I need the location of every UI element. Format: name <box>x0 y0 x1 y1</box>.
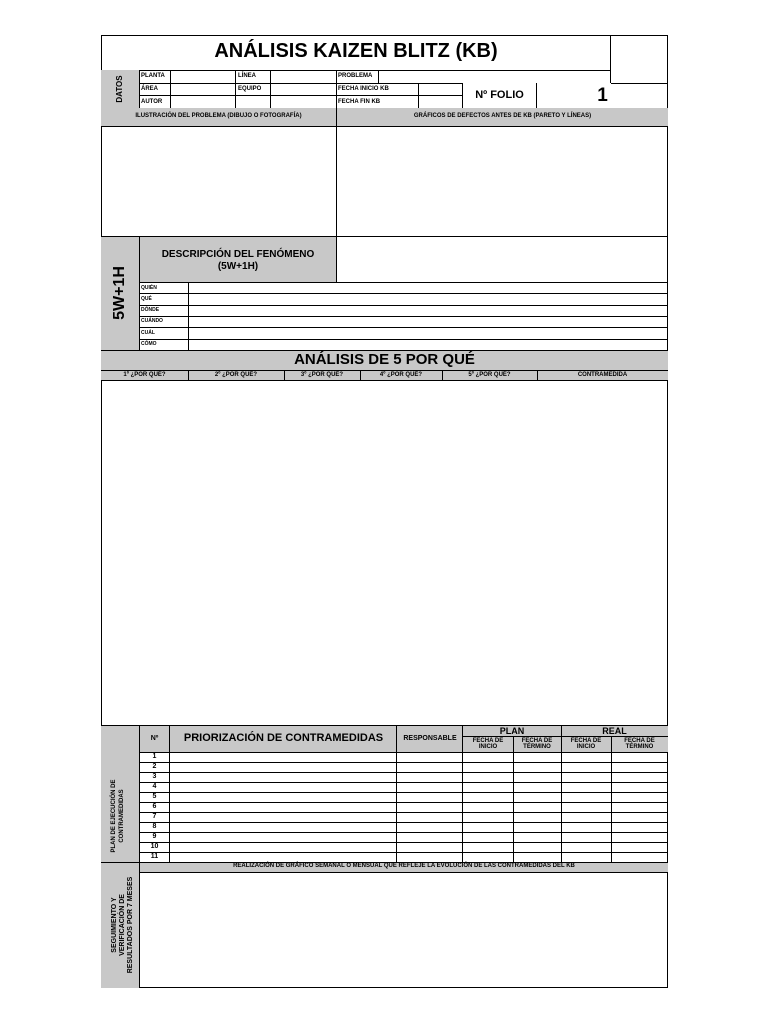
fivew-desc-line2: (5W+1H) <box>217 261 259 272</box>
plan-prior-header: PRIORIZACIÓN DE CONTRAMEDIDAS <box>183 732 384 744</box>
plan-row-num: 6 <box>152 803 157 810</box>
label-equipo: EQUIPO <box>238 86 262 92</box>
fivew-field-cual[interactable] <box>189 328 667 339</box>
why-col-2: 2º ¿POR QUÉ? <box>214 372 258 378</box>
field-fecha-inicio[interactable] <box>419 84 462 95</box>
label-linea: LÍNEA <box>238 73 256 79</box>
folio-value[interactable]: 1 <box>597 85 608 106</box>
fivew-field-como[interactable] <box>189 340 667 350</box>
fivew-description-header <box>140 237 336 283</box>
real-fi-l2: INICIO <box>576 744 596 750</box>
plan-row-num: 5 <box>152 793 157 800</box>
plan-table-body[interactable] <box>170 753 667 861</box>
label-problema: PROBLEMA <box>338 73 373 79</box>
plan-row-num: 8 <box>152 823 157 830</box>
fivew-description-field[interactable] <box>337 237 667 282</box>
field-equipo[interactable] <box>271 84 336 95</box>
plan-section-label-1: PLAN DE EJECUCIÓN DE <box>111 779 117 853</box>
datos-section-label: DATOS <box>115 75 124 103</box>
label-autor: AUTOR <box>141 99 163 105</box>
why-col-countermeasure: CONTRAMEDIDA <box>577 372 628 378</box>
fivew-row-label: DÓNDE <box>141 307 160 313</box>
form-title: ANÁLISIS KAIZEN BLITZ (KB) <box>214 40 498 62</box>
field-area[interactable] <box>171 84 235 95</box>
label-area: ÁREA <box>141 86 159 92</box>
fivew-field-quien[interactable] <box>189 283 667 293</box>
plan-fi-l2: INICIO <box>478 744 498 750</box>
fivew-row-label: CUÁNDO <box>141 318 163 324</box>
five-why-title: ANÁLISIS DE 5 POR QUÉ <box>294 351 475 368</box>
plan-ft-l2: TÉRMINO <box>523 744 551 750</box>
why-col-4: 4º ¿POR QUÉ? <box>379 372 423 378</box>
fivew-row-label: CUÁL <box>141 330 155 336</box>
plan-ft-l1: FECHA DE <box>521 738 553 744</box>
plan-row-num: 4 <box>152 783 157 790</box>
five-why-area[interactable] <box>102 381 667 725</box>
why-col-3: 3º ¿POR QUÉ? <box>300 372 344 378</box>
fivew-section-label: 5W+1H <box>111 266 128 320</box>
fivew-row-label: QUÉ <box>141 296 152 302</box>
label-planta: PLANTA <box>141 73 165 79</box>
real-fi-l1: FECHA DE <box>570 738 602 744</box>
field-autor[interactable] <box>171 96 336 108</box>
seguimiento-label-3: RESULTADOS POR 7 MESES <box>127 876 134 974</box>
plan-plan-header: PLAN <box>499 726 525 736</box>
fivew-row-label: CÓMO <box>141 341 157 347</box>
label-fecha-fin: FECHA FIN KB <box>338 99 381 105</box>
plan-real-header: REAL <box>602 726 627 736</box>
field-linea[interactable] <box>271 71 336 83</box>
why-col-1: 1º ¿POR QUÉ? <box>123 372 166 378</box>
plan-fi-l1: FECHA DE <box>472 738 504 744</box>
plan-row-num: 11 <box>150 853 159 860</box>
illustration-area[interactable] <box>102 127 336 236</box>
field-planta[interactable] <box>171 71 235 83</box>
plan-resp-header: RESPONSABLE <box>403 735 457 742</box>
label-fecha-inicio: FECHA INICIO KB <box>338 86 389 92</box>
fivew-field-donde[interactable] <box>189 306 667 316</box>
fivew-row-label: QUIÉN <box>141 285 157 291</box>
plan-num-header: Nº <box>150 735 159 742</box>
field-problema[interactable] <box>379 71 610 83</box>
plan-row-num: 10 <box>150 843 159 850</box>
plan-row-num: 3 <box>152 773 157 780</box>
illustration-header-label: ILUSTRACIÓN DEL PROBLEMA (DIBUJO O FOTOGRAFÍA) <box>135 113 302 119</box>
real-ft-l2: TÉRMINO <box>625 744 654 750</box>
folio-label: Nº FOLIO <box>475 89 524 101</box>
graphs-header-label: GRÁFICOS DE DEFECTOS ANTES DE KB (PARETO Y LÍNEAS) <box>413 113 592 119</box>
plan-row-num: 7 <box>152 813 157 820</box>
fivew-field-cuando[interactable] <box>189 317 667 327</box>
seguimiento-header: REALIZACIÓN DE GRÁFICO SEMANAL O MENSUAL QUE REFLEJE LA EVOLUCIÓN DE LAS CONTRAMEDIDAS DEL KB <box>233 863 575 869</box>
real-ft-l1: FECHA DE <box>624 738 655 744</box>
why-col-5: 5º ¿POR QUÉ? <box>468 372 511 378</box>
fivew-desc-line1: DESCRIPCIÓN DEL FENÓMENO <box>161 249 315 260</box>
graphs-area[interactable] <box>337 127 667 236</box>
seguimiento-label-2: VERIFICACIÓN DE <box>119 894 126 956</box>
plan-section-label-2: CONTRAMEDIDAS <box>119 789 125 843</box>
plan-row-num: 1 <box>152 753 157 760</box>
plan-row-num: 9 <box>152 833 157 840</box>
seguimiento-label-1: SEGUIMIENTO Y <box>111 897 118 953</box>
plan-row-num: 2 <box>152 763 157 770</box>
fivew-field-que[interactable] <box>189 294 667 305</box>
seguimiento-chart-area[interactable] <box>140 873 667 987</box>
field-fecha-fin[interactable] <box>419 96 462 108</box>
